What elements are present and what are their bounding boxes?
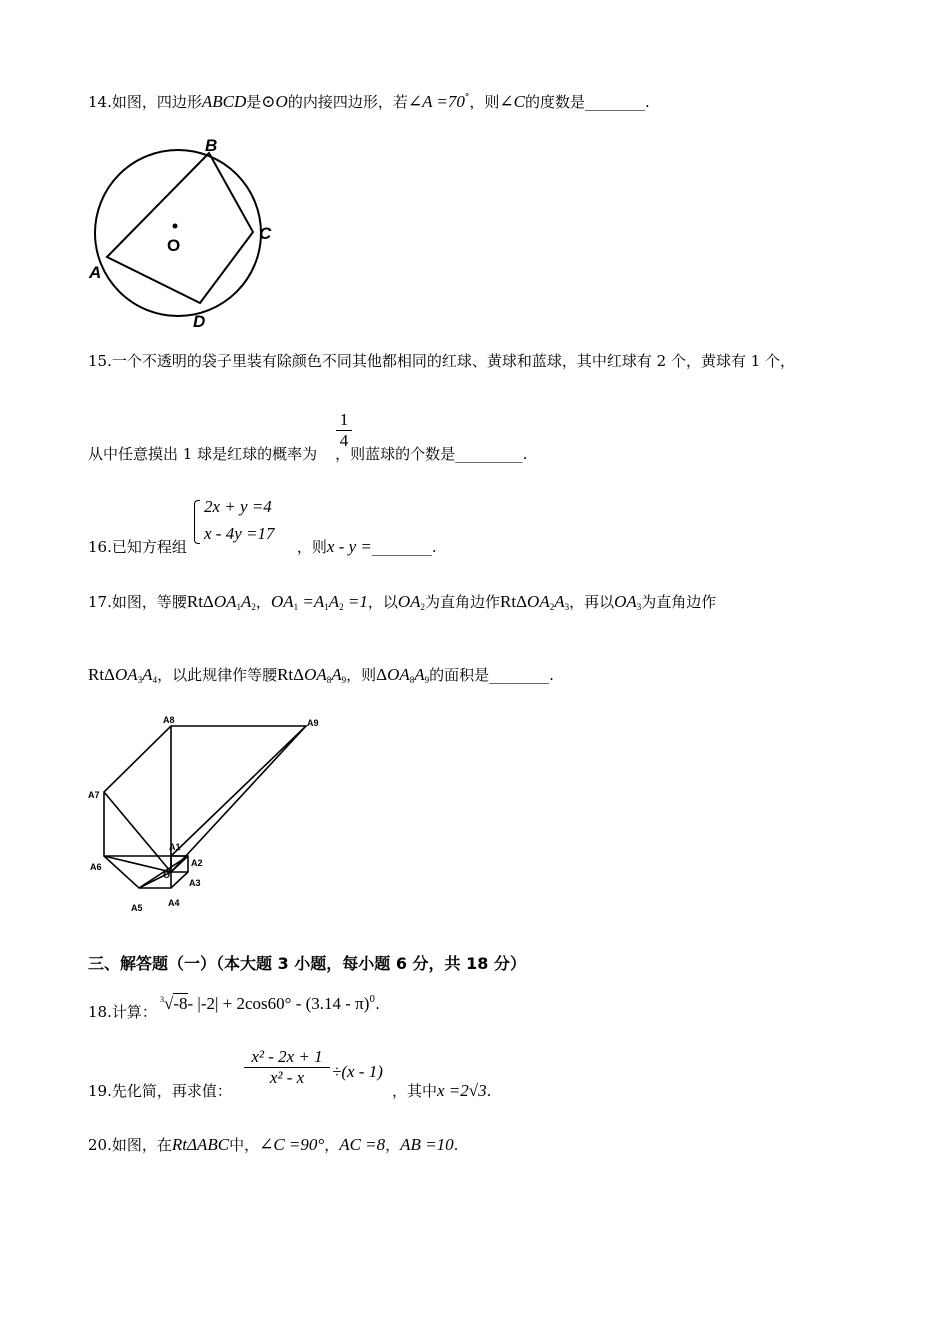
q19-fraction: $\frac{\text{x² - 2x + 1}}{\text{x² - x}}$ [244, 1047, 330, 1088]
q19-rest2: ，其中x =2√3. [392, 1081, 492, 1100]
label-a3: A3 [189, 878, 201, 888]
q19-text: 19.先化简，再求值： [88, 1082, 232, 1100]
q15-line2: 从中任意摸出 1 球是红球的概率为 ，则蓝球的个数是_________. [88, 445, 528, 463]
label-a: A [89, 263, 102, 282]
label-o2: O [163, 870, 171, 880]
q17-line1: 17.如图，等腰$Rt\Delta OA_1A_2$，$OA_1 =A_1A_2 =1$，以$OA_2$为直角边作$Rt\Delta OA_2A_3$，再以$OA_3$为直角边作 [88, 592, 717, 612]
q15-line1: 15.一个不透明的袋子里装有除颜色不同其他都相同的红球、黄球和蓝球，其中红球有 2 个，黄球有 1 个， [88, 352, 796, 370]
quadrilateral-abcd [107, 153, 253, 303]
q14-text: 14.如图，四边形ABCD是⊙O的内接四边形，若∠A =70°，则∠C的度数是________. [88, 92, 650, 111]
q14-circle-figure [85, 135, 285, 335]
label-o: O [167, 236, 181, 255]
label-d: D [193, 312, 206, 331]
q15-fraction: $\frac{1}{4}$ [336, 410, 352, 451]
label-c: C [259, 224, 272, 243]
label-a6: A6 [90, 862, 102, 872]
label-a5: A5 [131, 903, 143, 913]
label-a9: A9 [307, 718, 319, 728]
label-a4: A4 [168, 898, 180, 908]
label-b: B [205, 136, 218, 155]
q19-rest: ÷(x - 1) [332, 1062, 383, 1081]
label-a2: A2 [191, 858, 203, 868]
label-a8: A8 [163, 715, 175, 725]
q18-text: 18.计算： [88, 1003, 157, 1021]
q17-spiral-figure [85, 712, 335, 917]
center-dot [173, 224, 178, 229]
label-a1: A1 [169, 842, 181, 852]
q16-eq2: x - 4y =17 [204, 524, 275, 543]
q16-text: 16.已知方程组 ，则x - y =________. [88, 537, 437, 556]
section-3-title: 三、解答题（一）（本大题 3 小题，每小题 6 分，共 18 分） [88, 954, 526, 973]
q20-text: 20.如图，在RtΔABC中，∠C =90°，AC =8，AB =10. [88, 1135, 459, 1154]
q18-expression: $^3$√-8- |-2| + 2cos60° - (3.14 - π)$^0$. [160, 994, 380, 1013]
label-a7: A7 [88, 790, 100, 800]
q17-line2: $Rt\Delta OA_3A_4$，以此规律作等腰$Rt\Delta OA_8A_9$，则$\Delta OA_8A_9$的面积是________. [88, 665, 554, 685]
q16-eq1: 2x + y =4 [204, 497, 272, 516]
